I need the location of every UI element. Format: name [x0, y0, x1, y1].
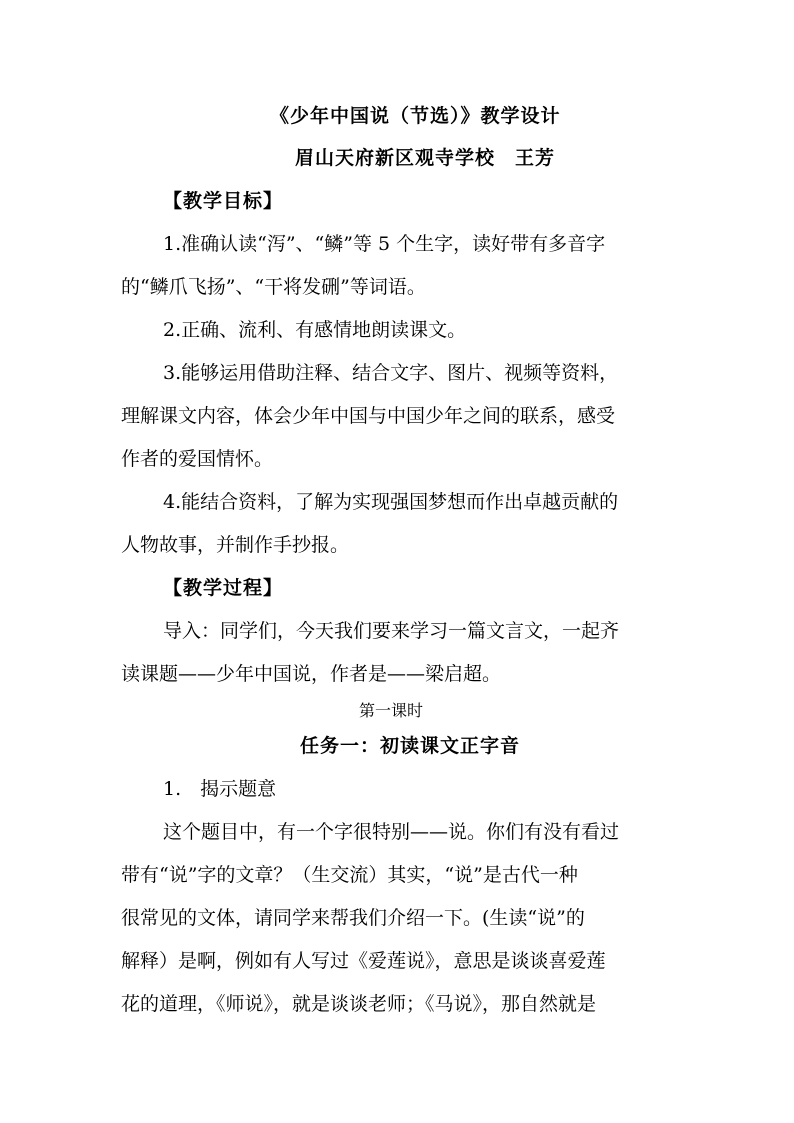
task-1-title: 任务一：初读课文正字音 — [300, 735, 521, 757]
section-heading-process: 【教学过程】 — [163, 577, 284, 599]
goal-4-line-1: 4.能结合资料，了解为实现强国梦想而作出卓越贡献的 — [163, 491, 619, 513]
paragraph-line-4: 解释）是啊，例如有人写过《爱莲说》，意思是谈谈喜爱莲 — [121, 950, 606, 972]
paragraph-line-3: 很常见的文体，请同学来帮我们介绍一下。(生读“说”的 — [121, 907, 585, 929]
goal-3-line-2: 理解课文内容，体会少年中国与中国少年之间的联系，感受 — [121, 405, 616, 427]
step-1-heading: 1. 揭示题意 — [163, 778, 277, 800]
goal-1-line-2: 的“鳞爪飞扬”、“干将发硎”等词语。 — [121, 276, 426, 298]
goal-4-line-2: 人物故事，并制作手抄报。 — [121, 534, 350, 556]
section-heading-goals: 【教学目标】 — [163, 190, 284, 212]
lesson-label: 第一课时 — [359, 701, 424, 720]
paragraph-line-5: 花的道理，《师说》，就是谈谈老师；《马说》，那自然就是 — [121, 993, 597, 1015]
author-line: 眉山天府新区观寺学校 王芳 — [295, 147, 556, 169]
goal-3-line-1: 3.能够运用借助注释、结合文字、图片、视频等资料， — [163, 362, 619, 384]
document-title: 《少年中国说（节选）》教学设计 — [270, 105, 561, 127]
intro-line-1: 导入：同学们，今天我们要来学习一篇文言文，一起齐 — [163, 620, 620, 642]
goal-1-line-1: 1.准确认读“泻”、“鳞”等 5 个生字，读好带有多音字 — [163, 233, 606, 255]
intro-line-2: 读课题——少年中国说，作者是——梁启超。 — [121, 663, 502, 685]
goal-2-line-1: 2.正确、流利、有感情地朗读课文。 — [163, 319, 467, 341]
paragraph-line-2: 带有“说”字的文章？（生交流）其实，“说”是古代一种 — [121, 864, 578, 886]
paragraph-line-1: 这个题目中，有一个字很特别——说。你们有没有看过 — [163, 821, 620, 843]
goal-3-line-3: 作者的爱国情怀。 — [121, 448, 274, 470]
